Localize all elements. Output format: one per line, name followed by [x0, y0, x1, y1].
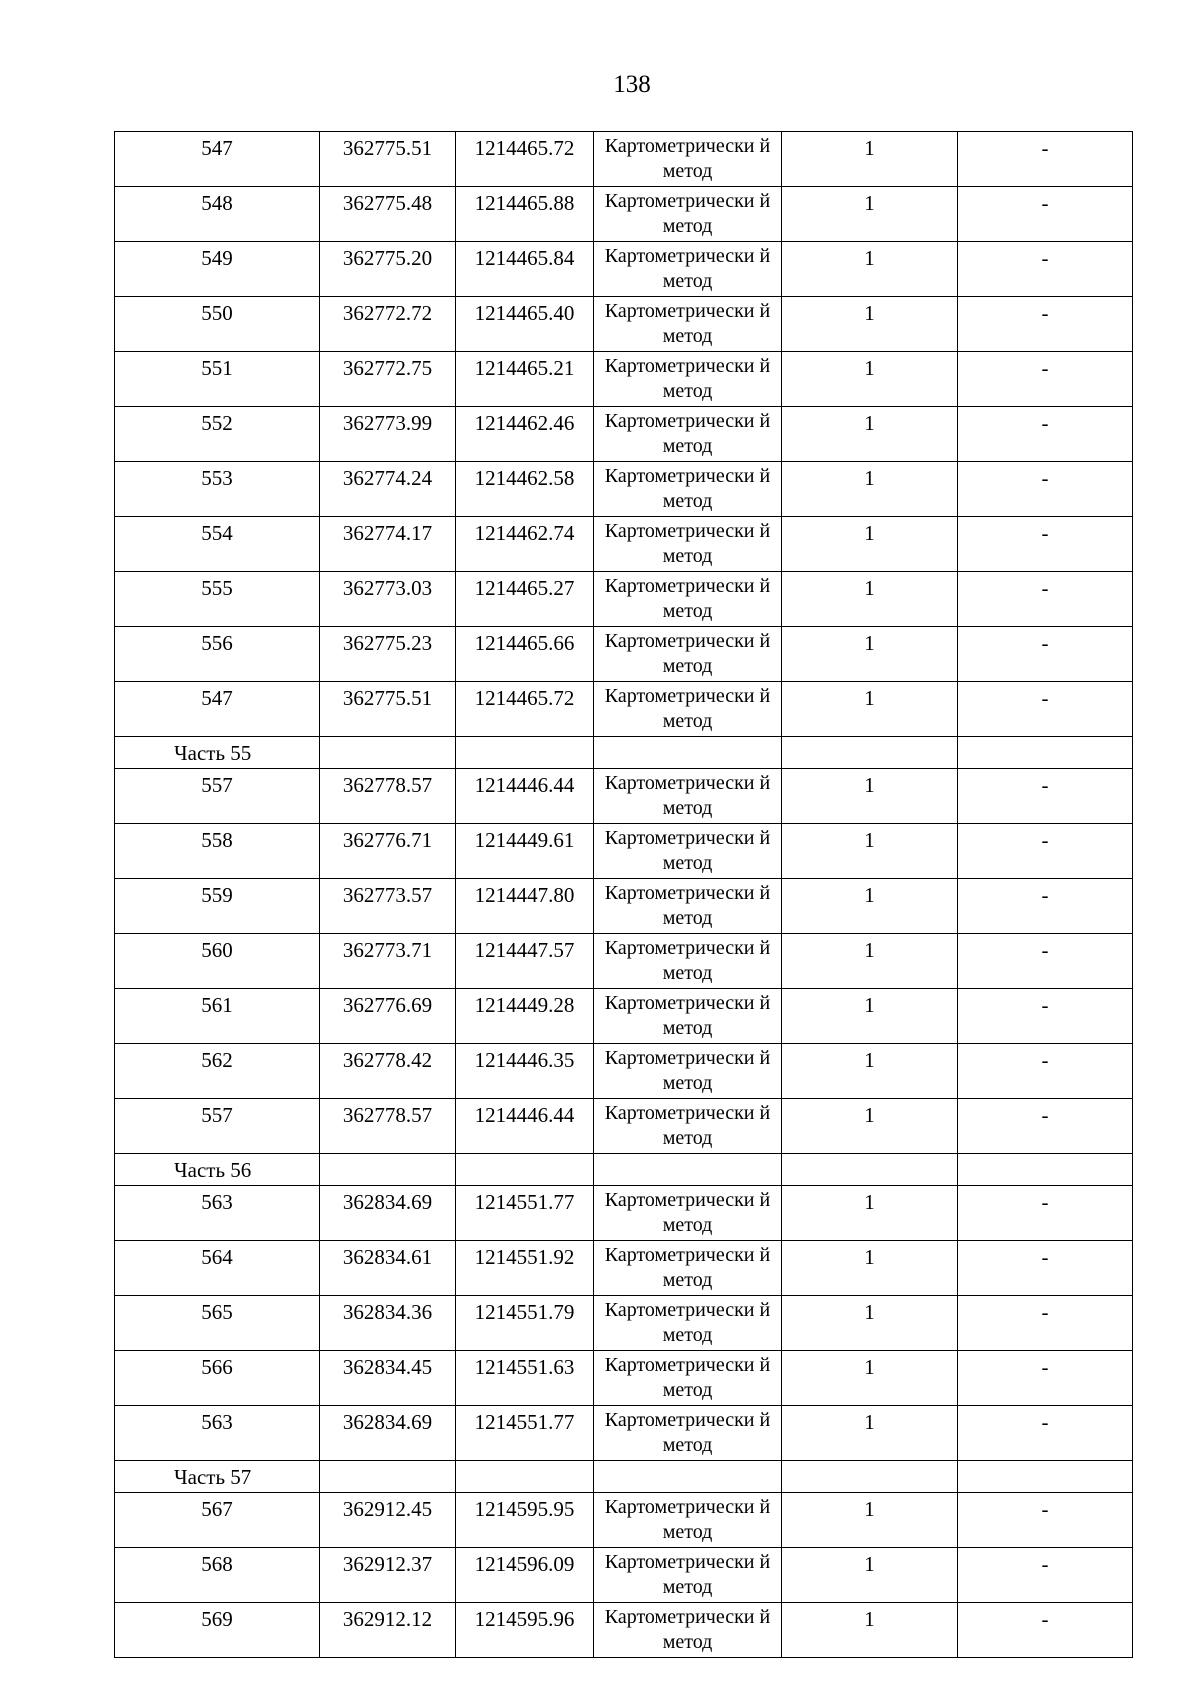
note-cell: - — [958, 769, 1133, 824]
point-number-cell: 547 — [115, 132, 320, 187]
x-coordinate-cell: 362773.03 — [320, 572, 456, 627]
empty-cell — [320, 1461, 456, 1493]
error-cell: 1 — [782, 1044, 958, 1099]
note-cell: - — [958, 824, 1133, 879]
x-coordinate-cell: 362834.45 — [320, 1351, 456, 1406]
error-cell: 1 — [782, 1099, 958, 1154]
table-row — [115, 934, 1133, 989]
x-coordinate-cell: 362834.61 — [320, 1241, 456, 1296]
note-cell: - — [958, 1603, 1133, 1658]
table-row — [115, 297, 1133, 352]
point-number-cell: 547 — [115, 682, 320, 737]
error-cell: 1 — [782, 934, 958, 989]
coordinates-table-body — [115, 132, 1133, 1658]
method-cell: Картометрически й метод — [594, 934, 782, 989]
coordinates-table — [114, 131, 1133, 1658]
y-coordinate-cell: 1214596.09 — [456, 1548, 594, 1603]
y-coordinate-cell: 1214551.77 — [456, 1186, 594, 1241]
note-cell: - — [958, 1351, 1133, 1406]
point-number-cell: 563 — [115, 1186, 320, 1241]
point-number-cell: 552 — [115, 407, 320, 462]
x-coordinate-cell: 362772.72 — [320, 297, 456, 352]
note-cell: - — [958, 1548, 1133, 1603]
y-coordinate-cell: 1214462.58 — [456, 462, 594, 517]
note-cell: - — [958, 1296, 1133, 1351]
y-coordinate-cell: 1214465.84 — [456, 242, 594, 297]
error-cell: 1 — [782, 1296, 958, 1351]
error-cell: 1 — [782, 769, 958, 824]
y-coordinate-cell: 1214551.63 — [456, 1351, 594, 1406]
point-number-cell: 566 — [115, 1351, 320, 1406]
note-cell: - — [958, 352, 1133, 407]
empty-cell — [958, 1154, 1133, 1186]
point-number-cell: 551 — [115, 352, 320, 407]
note-cell: - — [958, 1186, 1133, 1241]
note-cell: - — [958, 517, 1133, 572]
y-coordinate-cell: 1214447.57 — [456, 934, 594, 989]
table-row — [115, 769, 1133, 824]
method-cell: Картометрически й метод — [594, 989, 782, 1044]
error-cell: 1 — [782, 1548, 958, 1603]
part-label-cell: Часть 57 — [115, 1461, 320, 1493]
empty-cell — [320, 737, 456, 769]
error-cell: 1 — [782, 462, 958, 517]
error-cell: 1 — [782, 1186, 958, 1241]
point-number-cell: 554 — [115, 517, 320, 572]
method-cell: Картометрически й метод — [594, 1603, 782, 1658]
table-row — [115, 879, 1133, 934]
method-cell: Картометрически й метод — [594, 132, 782, 187]
part-header-row — [115, 1461, 1133, 1493]
point-number-cell: 559 — [115, 879, 320, 934]
table-row — [115, 1296, 1133, 1351]
x-coordinate-cell: 362774.24 — [320, 462, 456, 517]
y-coordinate-cell: 1214465.27 — [456, 572, 594, 627]
table-row — [115, 1493, 1133, 1548]
point-number-cell: 558 — [115, 824, 320, 879]
page-number: 138 — [613, 71, 651, 98]
y-coordinate-cell: 1214446.35 — [456, 1044, 594, 1099]
empty-cell — [320, 1154, 456, 1186]
method-cell: Картометрически й метод — [594, 1406, 782, 1461]
method-cell: Картометрически й метод — [594, 1351, 782, 1406]
x-coordinate-cell: 362773.99 — [320, 407, 456, 462]
y-coordinate-cell: 1214551.79 — [456, 1296, 594, 1351]
part-label-cell: Часть 56 — [115, 1154, 320, 1186]
empty-cell — [456, 737, 594, 769]
note-cell: - — [958, 132, 1133, 187]
table-row — [115, 1099, 1133, 1154]
table-row — [115, 1406, 1133, 1461]
empty-cell — [594, 1154, 782, 1186]
empty-cell — [958, 737, 1133, 769]
error-cell: 1 — [782, 824, 958, 879]
method-cell: Картометрически й метод — [594, 242, 782, 297]
empty-cell — [456, 1461, 594, 1493]
error-cell: 1 — [782, 1493, 958, 1548]
note-cell: - — [958, 879, 1133, 934]
note-cell: - — [958, 1044, 1133, 1099]
y-coordinate-cell: 1214465.88 — [456, 187, 594, 242]
method-cell: Картометрически й метод — [594, 187, 782, 242]
method-cell: Картометрически й метод — [594, 1099, 782, 1154]
point-number-cell: 564 — [115, 1241, 320, 1296]
x-coordinate-cell: 362776.69 — [320, 989, 456, 1044]
point-number-cell: 560 — [115, 934, 320, 989]
empty-cell — [782, 1154, 958, 1186]
y-coordinate-cell: 1214465.66 — [456, 627, 594, 682]
method-cell: Картометрически й метод — [594, 297, 782, 352]
note-cell: - — [958, 934, 1133, 989]
error-cell: 1 — [782, 1351, 958, 1406]
x-coordinate-cell: 362773.57 — [320, 879, 456, 934]
point-number-cell: 562 — [115, 1044, 320, 1099]
method-cell: Картометрически й метод — [594, 879, 782, 934]
y-coordinate-cell: 1214449.28 — [456, 989, 594, 1044]
x-coordinate-cell: 362912.12 — [320, 1603, 456, 1658]
error-cell: 1 — [782, 682, 958, 737]
table-row — [115, 682, 1133, 737]
point-number-cell: 557 — [115, 769, 320, 824]
y-coordinate-cell: 1214465.72 — [456, 132, 594, 187]
error-cell: 1 — [782, 572, 958, 627]
y-coordinate-cell: 1214447.80 — [456, 879, 594, 934]
note-cell: - — [958, 1241, 1133, 1296]
point-number-cell: 568 — [115, 1548, 320, 1603]
method-cell: Картометрически й метод — [594, 407, 782, 462]
y-coordinate-cell: 1214595.96 — [456, 1603, 594, 1658]
empty-cell — [456, 1154, 594, 1186]
error-cell: 1 — [782, 132, 958, 187]
point-number-cell: 569 — [115, 1603, 320, 1658]
x-coordinate-cell: 362774.17 — [320, 517, 456, 572]
error-cell: 1 — [782, 1406, 958, 1461]
x-coordinate-cell: 362778.57 — [320, 1099, 456, 1154]
x-coordinate-cell: 362772.75 — [320, 352, 456, 407]
note-cell: - — [958, 682, 1133, 737]
note-cell: - — [958, 1099, 1133, 1154]
note-cell: - — [958, 462, 1133, 517]
x-coordinate-cell: 362775.20 — [320, 242, 456, 297]
x-coordinate-cell: 362775.51 — [320, 132, 456, 187]
table-row — [115, 1186, 1133, 1241]
x-coordinate-cell: 362775.23 — [320, 627, 456, 682]
point-number-cell: 565 — [115, 1296, 320, 1351]
method-cell: Картометрически й метод — [594, 352, 782, 407]
note-cell: - — [958, 1493, 1133, 1548]
y-coordinate-cell: 1214462.74 — [456, 517, 594, 572]
note-cell: - — [958, 627, 1133, 682]
error-cell: 1 — [782, 989, 958, 1044]
x-coordinate-cell: 362912.45 — [320, 1493, 456, 1548]
point-number-cell: 557 — [115, 1099, 320, 1154]
table-row — [115, 1548, 1133, 1603]
empty-cell — [958, 1461, 1133, 1493]
point-number-cell: 556 — [115, 627, 320, 682]
method-cell: Картометрически й метод — [594, 824, 782, 879]
point-number-cell: 561 — [115, 989, 320, 1044]
method-cell: Картометрически й метод — [594, 462, 782, 517]
y-coordinate-cell: 1214446.44 — [456, 769, 594, 824]
x-coordinate-cell: 362773.71 — [320, 934, 456, 989]
x-coordinate-cell: 362834.36 — [320, 1296, 456, 1351]
error-cell: 1 — [782, 297, 958, 352]
table-row — [115, 1603, 1133, 1658]
x-coordinate-cell: 362775.51 — [320, 682, 456, 737]
point-number-cell: 550 — [115, 297, 320, 352]
method-cell: Картометрически й метод — [594, 682, 782, 737]
part-label-cell: Часть 55 — [115, 737, 320, 769]
error-cell: 1 — [782, 352, 958, 407]
table-row — [115, 824, 1133, 879]
point-number-cell: 549 — [115, 242, 320, 297]
empty-cell — [782, 1461, 958, 1493]
table-row — [115, 517, 1133, 572]
y-coordinate-cell: 1214551.92 — [456, 1241, 594, 1296]
y-coordinate-cell: 1214465.40 — [456, 297, 594, 352]
point-number-cell: 548 — [115, 187, 320, 242]
table-row — [115, 407, 1133, 462]
table-row — [115, 1351, 1133, 1406]
note-cell: - — [958, 989, 1133, 1044]
note-cell: - — [958, 297, 1133, 352]
y-coordinate-cell: 1214462.46 — [456, 407, 594, 462]
method-cell: Картометрически й метод — [594, 517, 782, 572]
error-cell: 1 — [782, 187, 958, 242]
table-row — [115, 1241, 1133, 1296]
part-header-row — [115, 1154, 1133, 1186]
x-coordinate-cell: 362912.37 — [320, 1548, 456, 1603]
table-row — [115, 627, 1133, 682]
method-cell: Картометрически й метод — [594, 769, 782, 824]
note-cell: - — [958, 187, 1133, 242]
part-header-row — [115, 737, 1133, 769]
method-cell: Картометрически й метод — [594, 1493, 782, 1548]
table-row — [115, 352, 1133, 407]
method-cell: Картометрически й метод — [594, 1548, 782, 1603]
y-coordinate-cell: 1214465.72 — [456, 682, 594, 737]
table-row — [115, 989, 1133, 1044]
method-cell: Картометрически й метод — [594, 572, 782, 627]
y-coordinate-cell: 1214446.44 — [456, 1099, 594, 1154]
method-cell: Картометрически й метод — [594, 627, 782, 682]
error-cell: 1 — [782, 627, 958, 682]
method-cell: Картометрически й метод — [594, 1044, 782, 1099]
note-cell: - — [958, 572, 1133, 627]
point-number-cell: 563 — [115, 1406, 320, 1461]
error-cell: 1 — [782, 1241, 958, 1296]
x-coordinate-cell: 362834.69 — [320, 1406, 456, 1461]
method-cell: Картометрически й метод — [594, 1241, 782, 1296]
error-cell: 1 — [782, 242, 958, 297]
table-row — [115, 572, 1133, 627]
error-cell: 1 — [782, 517, 958, 572]
x-coordinate-cell: 362834.69 — [320, 1186, 456, 1241]
note-cell: - — [958, 1406, 1133, 1461]
point-number-cell: 567 — [115, 1493, 320, 1548]
y-coordinate-cell: 1214449.61 — [456, 824, 594, 879]
y-coordinate-cell: 1214551.77 — [456, 1406, 594, 1461]
x-coordinate-cell: 362778.42 — [320, 1044, 456, 1099]
method-cell: Картометрически й метод — [594, 1296, 782, 1351]
point-number-cell: 555 — [115, 572, 320, 627]
empty-cell — [594, 1461, 782, 1493]
y-coordinate-cell: 1214595.95 — [456, 1493, 594, 1548]
x-coordinate-cell: 362778.57 — [320, 769, 456, 824]
method-cell: Картометрически й метод — [594, 1186, 782, 1241]
error-cell: 1 — [782, 407, 958, 462]
error-cell: 1 — [782, 879, 958, 934]
x-coordinate-cell: 362776.71 — [320, 824, 456, 879]
note-cell: - — [958, 242, 1133, 297]
table-row — [115, 462, 1133, 517]
table-row — [115, 187, 1133, 242]
x-coordinate-cell: 362775.48 — [320, 187, 456, 242]
note-cell: - — [958, 407, 1133, 462]
y-coordinate-cell: 1214465.21 — [456, 352, 594, 407]
table-row — [115, 242, 1133, 297]
empty-cell — [782, 737, 958, 769]
error-cell: 1 — [782, 1603, 958, 1658]
empty-cell — [594, 737, 782, 769]
point-number-cell: 553 — [115, 462, 320, 517]
table-row — [115, 132, 1133, 187]
table-row — [115, 1044, 1133, 1099]
